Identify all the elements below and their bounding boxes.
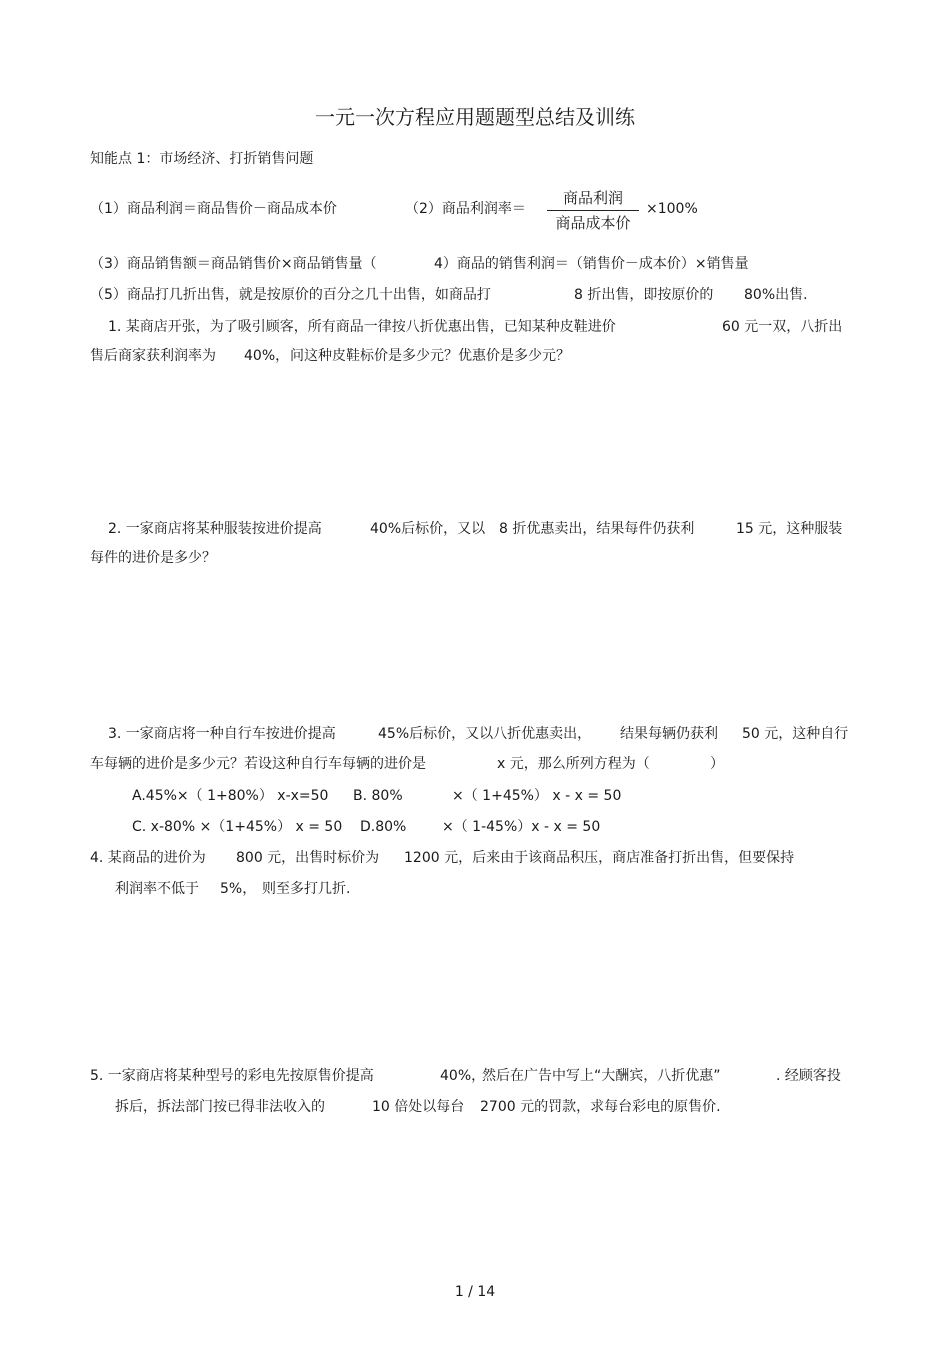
formula-1: （1）商品利润＝商品售价－商品成本价 [90, 201, 337, 217]
q1-line1-part-2: 60 元一双，八折出 [722, 319, 843, 335]
q2-line1-part-3: 8 折优惠卖出，结果每件仍获利 [499, 521, 695, 537]
q3-option-b-prefix: B. 80% [353, 788, 403, 804]
q5-line2-part-1: 拆后，拆法部门按已得非法收入的 [115, 1099, 325, 1115]
q1-line2-part-2: 40%， [244, 348, 290, 364]
knowledge-heading: 知能点 1：市场经济、打折销售问题 [90, 151, 314, 167]
q1-line1-part-1: 1. 某商店开张，为了吸引顾客，所有商品一律按八折优惠出售，已知某种皮鞋进价 [108, 319, 616, 335]
q5-line1-part-2: 40%， [440, 1068, 486, 1084]
q4-line2-part-3: 则至多打几折. [262, 881, 351, 897]
q5-line2-part-3: 2700 元的罚款，求每台彩电的原售价. [480, 1099, 721, 1115]
formula-2-label: （2）商品利润率＝ [405, 201, 526, 217]
q3-line1-part-2: 45%后标价，又以八折优惠卖出， [378, 726, 592, 742]
formula-3: （3）商品销售额＝商品销售价×商品销售量（ [90, 256, 377, 272]
q2-line2: 每件的进价是多少？ [90, 550, 216, 566]
q3-line2-part-1: 车每辆的进价是多少元？若设这种自行车每辆的进价是 [90, 756, 426, 772]
q4-line1-part-2: 800 元，出售时标价为 [236, 850, 380, 866]
q3-option-d-prefix: D.80% [360, 819, 407, 835]
q4-line2-part-2: 5%， [220, 881, 257, 897]
q3-option-c: C. x-80% ×（1+45%） x = 50 [132, 819, 343, 835]
q3-line1-part-4: 50 元，这种自行 [742, 726, 849, 742]
q3-line2-part-3: ） [710, 756, 724, 772]
formula-2-suffix: ×100% [646, 201, 698, 217]
q3-line1-part-1: 3. 一家商店将一种自行车按进价提高 [108, 726, 336, 742]
q5-line1-part-3: 然后在广告中写上“大酬宾，八折优惠” [482, 1068, 721, 1084]
formula-5-part-1: （5）商品打几折出售，就是按原价的百分之几十出售，如商品打 [90, 287, 491, 303]
q4-line1-part-3: 1200 元，后来由于该商品积压，商店准备打折出售，但要保持 [404, 850, 795, 866]
q5-line1-part-1: 5. 一家商店将某种型号的彩电先按原售价提高 [90, 1068, 374, 1084]
q3-line2-part-2: x 元，那么所列方程为（ [497, 756, 650, 772]
q3-option-d-expr: ×（ 1-45%）x - x = 50 [442, 819, 601, 835]
formula-5-part-2: 8 折出售，即按原价的 [574, 287, 714, 303]
formula-5-part-3: 80%出售. [744, 287, 808, 303]
q1-line2-part-1: 售后商家获利润率为 [90, 348, 216, 364]
q2-line1-part-1: 2. 一家商店将某种服装按进价提高 [108, 521, 322, 537]
formula-2-fraction [547, 187, 639, 234]
page-number: 1 / 14 [454, 1284, 496, 1300]
q1-line2-part-3: 问这种皮鞋标价是多少元？优惠价是多少元？ [290, 348, 570, 364]
q3-option-b-expr: ×（ 1+45%） x - x = 50 [452, 788, 622, 804]
q3-option-a: A.45%×（ 1+80%） x-x=50 [132, 788, 329, 804]
fraction-denominator: 商品成本价 [555, 214, 631, 232]
q2-line1-part-2: 40%后标价，又以 [370, 521, 486, 537]
fraction-bar [547, 210, 639, 211]
q5-line2-part-2: 10 倍处以每台 [372, 1099, 465, 1115]
q4-line2-part-1: 利润率不低于 [115, 881, 199, 897]
formula-4: 4）商品的销售利润＝（销售价－成本价）×销售量 [434, 256, 749, 272]
q5-line1-part-4: . 经顾客投 [776, 1068, 841, 1084]
q3-line1-part-3: 结果每辆仍获利 [620, 726, 718, 742]
page-title: 一元一次方程应用题题型总结及训练 [315, 105, 635, 129]
q4-line1-part-1: 4. 某商品的进价为 [90, 850, 206, 866]
q2-line1-part-4: 15 元，这种服装 [736, 521, 843, 537]
fraction-numerator: 商品利润 [562, 189, 623, 207]
